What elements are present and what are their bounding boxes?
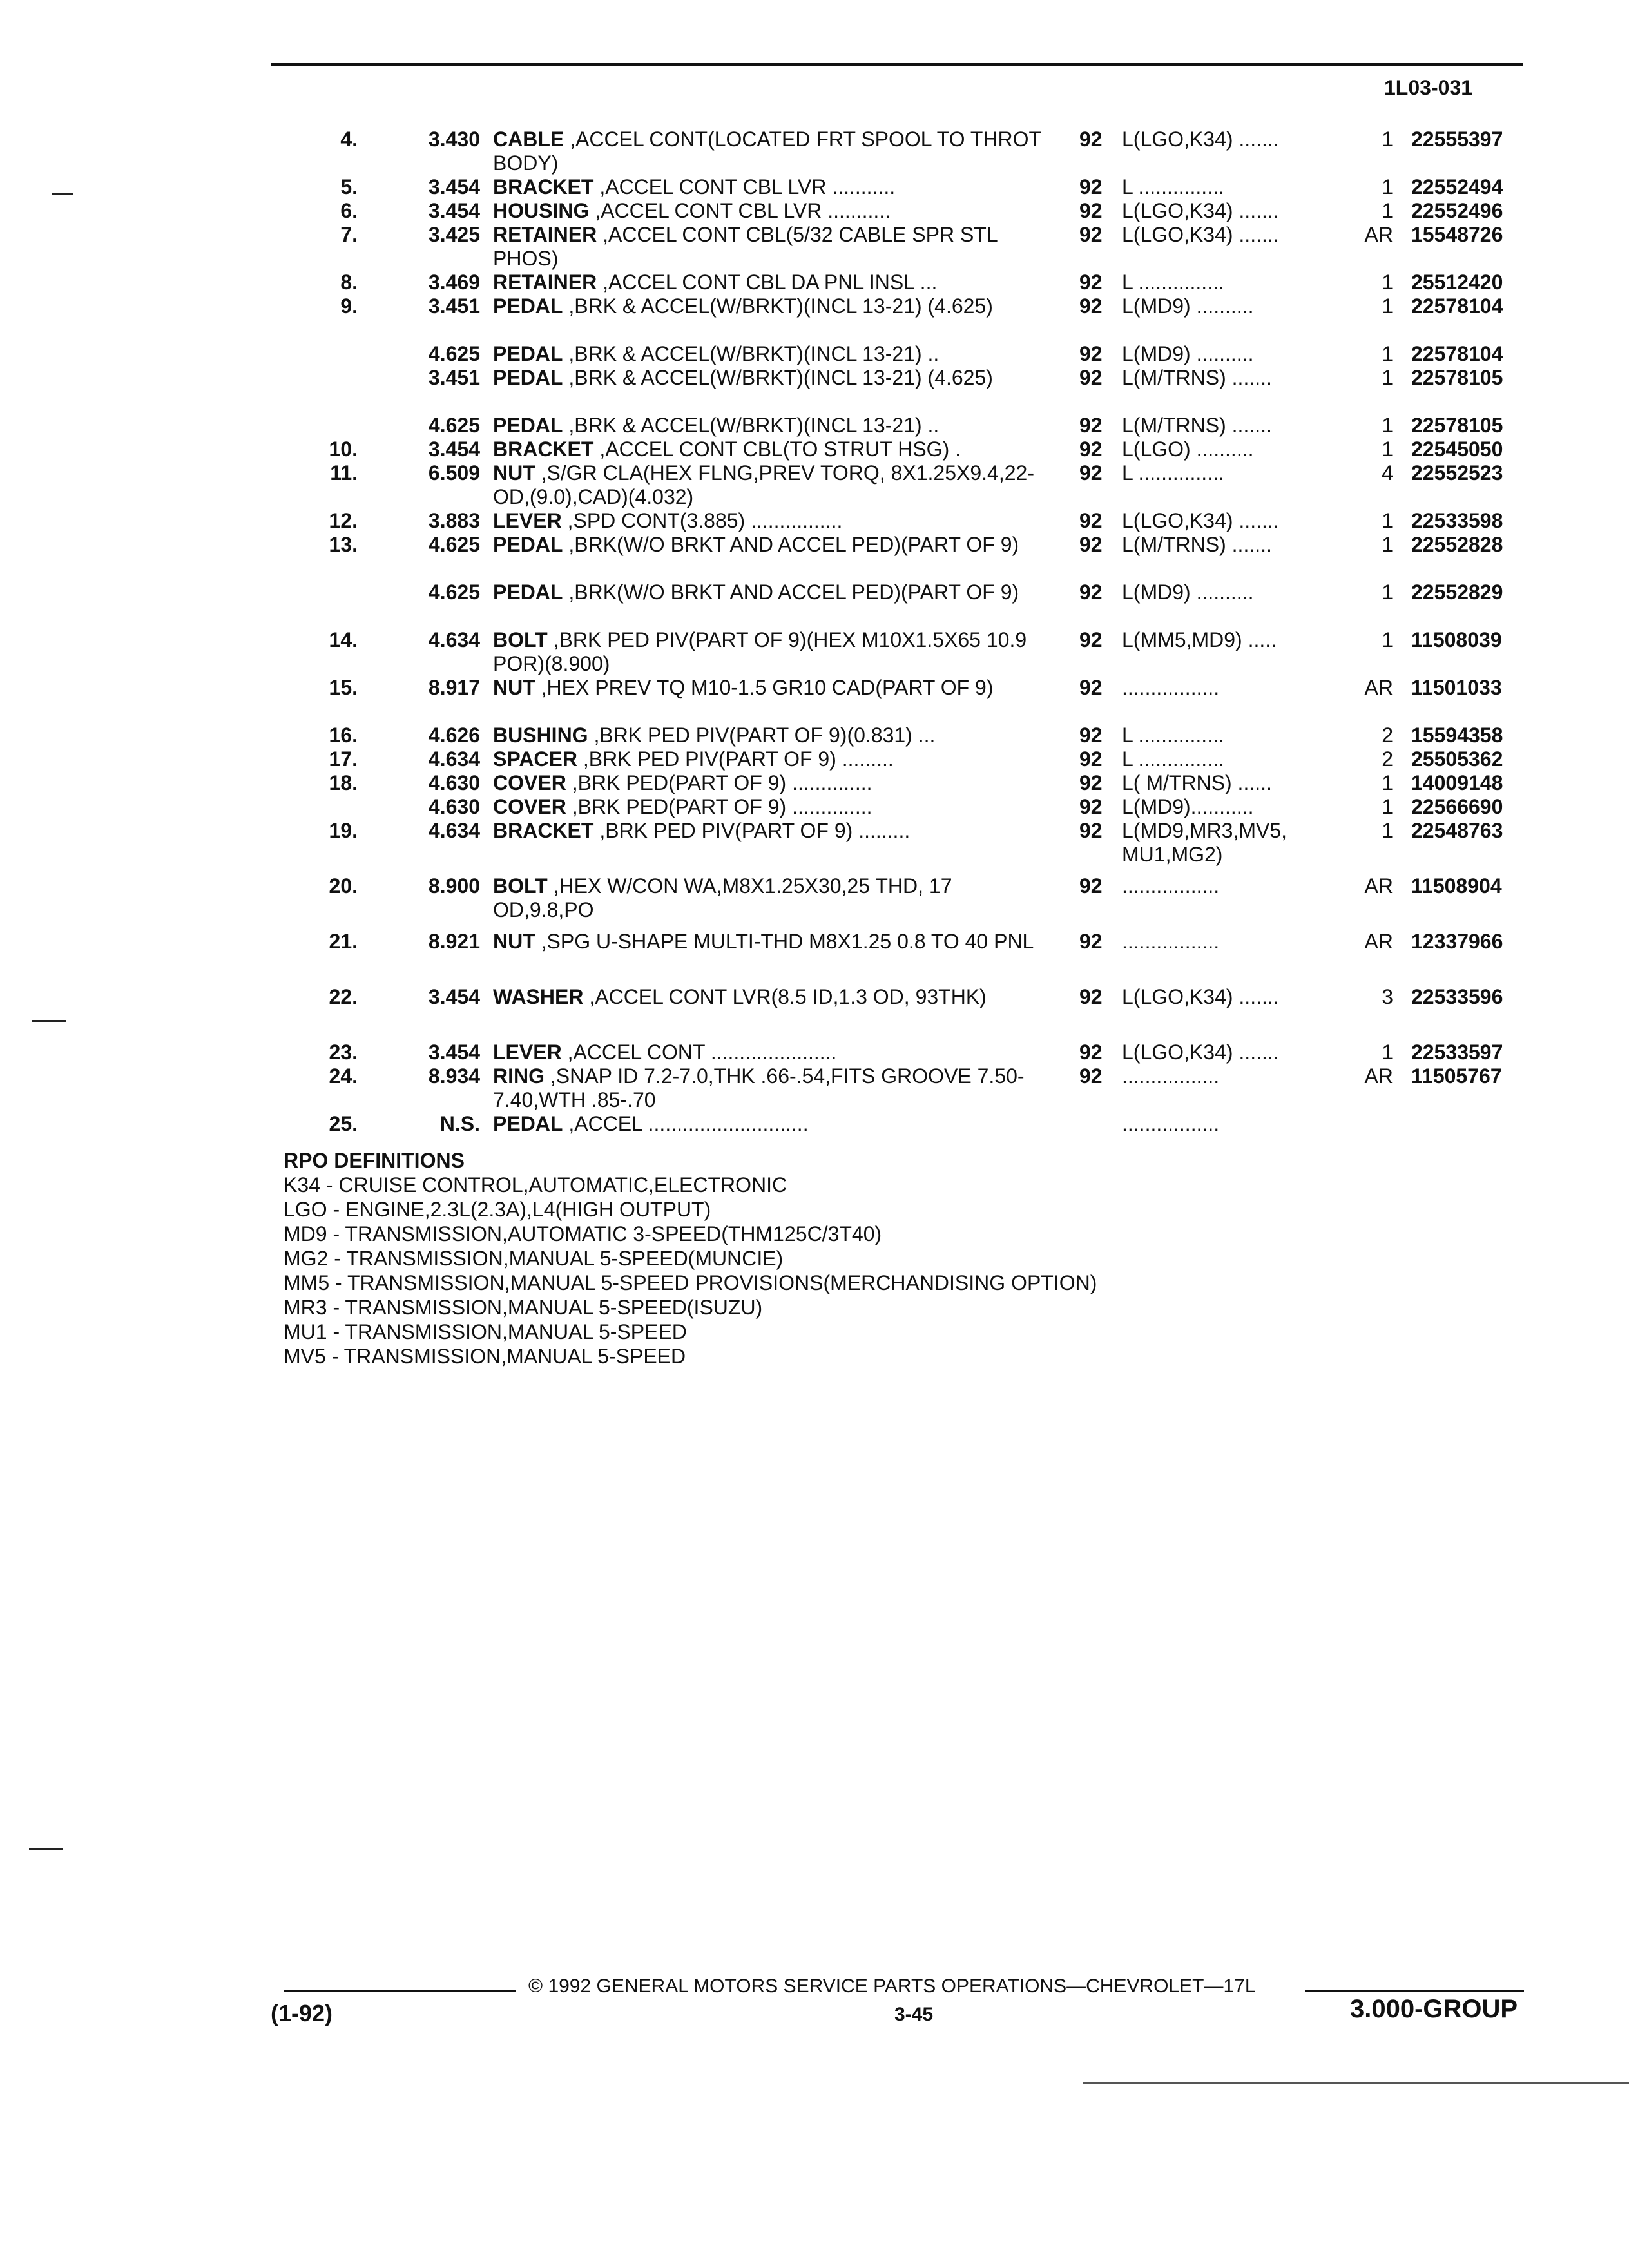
usage-code: L(MD9) .......... xyxy=(1122,342,1254,365)
group-label: 3.000-GROUP xyxy=(1350,1995,1518,2023)
table-row xyxy=(0,581,1629,628)
table-row xyxy=(0,461,1629,509)
part-number: 22555397 xyxy=(1411,128,1503,151)
table-row xyxy=(0,747,1629,771)
table-row xyxy=(0,294,1629,342)
part-number: 22545050 xyxy=(1411,437,1503,461)
part-number: 22533596 xyxy=(1411,985,1503,1008)
model-year: 92 xyxy=(1079,874,1103,898)
part-detail: ,ACCEL CONT ...................... xyxy=(561,1041,837,1064)
part-number: 22578104 xyxy=(1411,342,1503,365)
key-number: 8. xyxy=(340,271,358,294)
group-number: 3.454 xyxy=(428,175,480,198)
part-number: 22578105 xyxy=(1411,366,1503,389)
quantity: 1 xyxy=(1382,771,1393,794)
part-detail: ,BRK & ACCEL(W/BRKT)(INCL 13-21) (4.625) xyxy=(563,366,993,389)
table-row xyxy=(0,414,1629,437)
part-detail: ,BRK(W/O BRKT AND ACCEL PED)(PART OF 9) xyxy=(563,533,1019,556)
quantity: 4 xyxy=(1382,461,1393,485)
part-name: PEDAL xyxy=(493,366,563,389)
table-row xyxy=(0,128,1629,175)
part-name: PEDAL xyxy=(493,414,563,437)
part-name: NUT xyxy=(493,930,535,953)
part-detail: ,S/GR CLA(HEX FLNG,PREV TORQ, 8X1.25X9.4,22-OD,(9.0),CAD)(4.032) xyxy=(493,461,1034,508)
model-year: 92 xyxy=(1079,985,1103,1008)
part-number: 11508039 xyxy=(1411,628,1502,651)
usage-code: L(MM5,MD9) ..... xyxy=(1122,628,1277,651)
usage-code: L ............... xyxy=(1122,724,1224,747)
part-name: BRACKET xyxy=(493,175,594,198)
part-detail: ,ACCEL CONT CBL(TO STRUT HSG) . xyxy=(593,437,961,461)
part-description xyxy=(493,1112,1054,1136)
key-number: 19. xyxy=(329,819,358,842)
part-number: 11501033 xyxy=(1411,676,1502,699)
part-detail: ,ACCEL CONT CBL LVR ........... xyxy=(589,199,891,222)
group-number: 3.430 xyxy=(428,128,480,151)
quantity: AR xyxy=(1364,223,1393,246)
usage-code: L(LGO,K34) ....... xyxy=(1122,199,1279,222)
group-number: 3.883 xyxy=(428,509,480,532)
table-row xyxy=(0,223,1629,271)
part-name: CABLE xyxy=(493,128,564,151)
quantity: 1 xyxy=(1382,795,1393,818)
key-number: 25. xyxy=(329,1112,358,1135)
table-row xyxy=(0,342,1629,366)
usage-code: L( M/TRNS) ...... xyxy=(1122,771,1272,794)
part-name: NUT xyxy=(493,676,535,699)
group-number: 3.454 xyxy=(428,985,480,1008)
part-number: 22552829 xyxy=(1411,581,1503,604)
rpo-title: RPO DEFINITIONS xyxy=(284,1149,465,1172)
quantity: 1 xyxy=(1382,628,1393,651)
part-name: HOUSING xyxy=(493,199,590,222)
page-number: 3-45 xyxy=(894,2004,934,2025)
key-number: 5. xyxy=(340,175,358,198)
table-row xyxy=(0,199,1629,223)
quantity: 1 xyxy=(1382,414,1393,437)
part-detail: ,ACCEL CONT CBL DA PNL INSL ... xyxy=(597,271,938,294)
usage-code: L(MD9) .......... xyxy=(1122,294,1254,318)
footer-rule-right xyxy=(1305,1990,1524,1992)
group-number: 4.626 xyxy=(428,724,480,747)
usage-code: L(MD9)........... xyxy=(1122,795,1254,818)
quantity: 1 xyxy=(1382,175,1393,198)
bottom-rule xyxy=(1083,2082,1629,2084)
part-detail: ,BRK(W/O BRKT AND ACCEL PED)(PART OF 9) xyxy=(563,581,1019,604)
quantity: 1 xyxy=(1382,128,1393,151)
model-year: 92 xyxy=(1079,819,1103,842)
group-number: 4.634 xyxy=(428,747,480,771)
table-row xyxy=(0,930,1629,985)
usage-code: L(LGO,K34) ....... xyxy=(1122,1041,1279,1064)
usage-code: L ............... xyxy=(1122,747,1224,771)
key-number: 14. xyxy=(329,628,358,651)
rpo-item: MV5 - TRANSMISSION,MANUAL 5-SPEED xyxy=(284,1345,686,1368)
model-year: 92 xyxy=(1079,1041,1103,1064)
part-number: 12337966 xyxy=(1411,930,1503,953)
part-name: RING xyxy=(493,1064,545,1088)
quantity: 3 xyxy=(1382,985,1393,1008)
table-row xyxy=(0,1041,1629,1064)
model-year: 92 xyxy=(1079,771,1103,794)
part-detail: ,SPD CONT(3.885) ................ xyxy=(561,509,843,532)
part-number: 22566690 xyxy=(1411,795,1503,818)
rpo-item: MR3 - TRANSMISSION,MANUAL 5-SPEED(ISUZU) xyxy=(284,1296,763,1319)
part-detail: ,BRK PED PIV(PART OF 9)(0.831) ... xyxy=(588,724,936,747)
part-detail: ,ACCEL CONT CBL LVR ........... xyxy=(593,175,896,198)
footer-date: (1-92) xyxy=(271,2000,333,2026)
usage-code: L(LGO,K34) ....... xyxy=(1122,223,1279,246)
part-detail: ,BRK & ACCEL(W/BRKT)(INCL 13-21) (4.625) xyxy=(563,294,993,318)
group-number: 8.900 xyxy=(428,874,480,898)
part-number: 11505767 xyxy=(1411,1064,1502,1088)
quantity: AR xyxy=(1364,1064,1393,1088)
group-number: 3.454 xyxy=(428,1041,480,1064)
table-row xyxy=(0,676,1629,724)
quantity: 1 xyxy=(1382,366,1393,389)
usage-code: L ............... xyxy=(1122,461,1224,485)
part-number: 14009148 xyxy=(1411,771,1503,794)
part-detail: ,ACCEL ............................ xyxy=(563,1112,809,1135)
key-number: 15. xyxy=(329,676,358,699)
table-row xyxy=(0,509,1629,533)
table-row xyxy=(0,628,1629,676)
part-detail: ,ACCEL CONT CBL(5/32 CABLE SPR STL PHOS) xyxy=(493,223,998,270)
part-number: 22533597 xyxy=(1411,1041,1503,1064)
usage-code: L(M/TRNS) ....... xyxy=(1122,533,1272,556)
key-number: 18. xyxy=(329,771,358,794)
part-number: 22548763 xyxy=(1411,819,1503,842)
part-name: PEDAL xyxy=(493,581,563,604)
group-number: 6.509 xyxy=(428,461,480,485)
part-detail: ,SPG U-SHAPE MULTI-THD M8X1.25 0.8 TO 40 PNL xyxy=(535,930,1034,953)
part-number: 25512420 xyxy=(1411,271,1503,294)
key-number: 7. xyxy=(340,223,358,246)
rpo-item: K34 - CRUISE CONTROL,AUTOMATIC,ELECTRONIC xyxy=(284,1173,787,1196)
table-row xyxy=(0,1112,1629,1144)
part-name: COVER xyxy=(493,795,566,818)
model-year: 92 xyxy=(1079,509,1103,532)
rpo-item: LGO - ENGINE,2.3L(2.3A),L4(HIGH OUTPUT) xyxy=(284,1198,711,1221)
usage-code: L(MD9) .......... xyxy=(1122,581,1254,604)
quantity: 1 xyxy=(1382,342,1393,365)
rpo-item: MG2 - TRANSMISSION,MANUAL 5-SPEED(MUNCIE) xyxy=(284,1247,784,1270)
part-detail: ,SNAP ID 7.2-7.0,THK .66-.54,FITS GROOVE 7.50-7.40,WTH .85-.70 xyxy=(493,1064,1025,1111)
quantity: AR xyxy=(1364,930,1393,953)
model-year: 92 xyxy=(1079,1064,1103,1088)
group-number: N.S. xyxy=(439,1112,480,1135)
usage-code: L(LGO) .......... xyxy=(1122,437,1254,461)
group-number: 4.634 xyxy=(428,628,480,651)
table-row xyxy=(0,1064,1629,1112)
part-number: 22552523 xyxy=(1411,461,1503,485)
part-detail: ,HEX PREV TQ M10-1.5 GR10 CAD(PART OF 9) xyxy=(535,676,994,699)
usage-code: ................. xyxy=(1122,1064,1220,1088)
part-detail: ,BRK & ACCEL(W/BRKT)(INCL 13-21) .. xyxy=(563,342,940,365)
model-year: 92 xyxy=(1079,747,1103,771)
key-number: 11. xyxy=(330,461,358,485)
part-name: LEVER xyxy=(493,1041,562,1064)
usage-code: L(LGO,K34) ....... xyxy=(1122,128,1279,151)
key-number: 9. xyxy=(340,294,358,318)
part-detail: ,BRK PED(PART OF 9) .............. xyxy=(566,771,872,794)
key-number: 24. xyxy=(329,1064,358,1088)
key-number: 23. xyxy=(329,1041,358,1064)
part-name: WASHER xyxy=(493,985,584,1008)
model-year: 92 xyxy=(1079,271,1103,294)
quantity: 1 xyxy=(1382,509,1393,532)
usage-code: L(MD9,MR3,MV5, MU1,MG2) xyxy=(1122,819,1287,866)
key-number: 13. xyxy=(329,533,358,556)
quantity: 1 xyxy=(1382,294,1393,318)
group-number: 3.425 xyxy=(428,223,480,246)
table-row xyxy=(0,366,1629,414)
parts-list xyxy=(0,128,1629,1144)
top-rule xyxy=(271,63,1523,66)
part-detail: ,ACCEL CONT(LOCATED FRT SPOOL TO THROT BODY) xyxy=(493,128,1041,175)
part-name: BUSHING xyxy=(493,724,588,747)
part-name: PEDAL xyxy=(493,342,563,365)
group-number: 8.934 xyxy=(428,1064,480,1088)
part-number: 22578105 xyxy=(1411,414,1503,437)
quantity: 1 xyxy=(1382,199,1393,222)
part-number: 22552828 xyxy=(1411,533,1503,556)
group-number: 4.630 xyxy=(428,795,480,818)
model-year: 92 xyxy=(1079,199,1103,222)
quantity: 2 xyxy=(1382,747,1393,771)
part-number: 15594358 xyxy=(1411,724,1503,747)
key-number: 6. xyxy=(340,199,358,222)
part-name: PEDAL xyxy=(493,533,563,556)
key-number: 20. xyxy=(329,874,358,898)
part-name: NUT xyxy=(493,461,535,485)
rpo-list xyxy=(284,1173,1097,1369)
part-number: 25505362 xyxy=(1411,747,1503,771)
group-number: 3.469 xyxy=(428,271,480,294)
usage-code: ................. xyxy=(1122,874,1220,898)
model-year: 92 xyxy=(1079,175,1103,198)
model-year: 92 xyxy=(1079,294,1103,318)
part-name: PEDAL xyxy=(493,1112,563,1135)
part-name: BOLT xyxy=(493,874,548,898)
model-year: 92 xyxy=(1079,128,1103,151)
quantity: 1 xyxy=(1382,271,1393,294)
usage-code: L(LGO,K34) ....... xyxy=(1122,985,1279,1008)
part-number: 22552496 xyxy=(1411,199,1503,222)
part-detail: ,BRK & ACCEL(W/BRKT)(INCL 13-21) .. xyxy=(563,414,940,437)
group-number: 4.634 xyxy=(428,819,480,842)
part-name: RETAINER xyxy=(493,223,597,246)
table-row xyxy=(0,437,1629,461)
part-name: BRACKET xyxy=(493,437,594,461)
table-row xyxy=(0,819,1629,874)
part-detail: ,BRK PED PIV(PART OF 9) ......... xyxy=(577,747,894,771)
footer-rule-left xyxy=(284,1990,516,1992)
part-detail: ,ACCEL CONT LVR(8.5 ID,1.3 OD, 93THK) xyxy=(583,985,987,1008)
group-number: 4.630 xyxy=(428,771,480,794)
group-number: 3.454 xyxy=(428,199,480,222)
quantity: AR xyxy=(1364,676,1393,699)
quantity: 1 xyxy=(1382,1041,1393,1064)
rpo-item: MM5 - TRANSMISSION,MANUAL 5-SPEED PROVISIONS(MERCHANDISING OPTION) xyxy=(284,1271,1097,1294)
part-detail: ,BRK PED(PART OF 9) .............. xyxy=(566,795,872,818)
key-number: 4. xyxy=(340,128,358,151)
usage-code: L(LGO,K34) ....... xyxy=(1122,509,1279,532)
group-number: 3.451 xyxy=(428,294,480,318)
footer-copyright: © 1992 GENERAL MOTORS SERVICE PARTS OPERATIONS—CHEVROLET—17L xyxy=(528,1975,1256,1997)
quantity: 1 xyxy=(1382,819,1393,842)
document-id: 1L03-031 xyxy=(1384,76,1472,99)
group-number: 4.625 xyxy=(428,414,480,437)
quantity: AR xyxy=(1364,874,1393,898)
usage-code: ................. xyxy=(1122,930,1220,953)
part-name: PEDAL xyxy=(493,294,563,318)
part-number: 22578104 xyxy=(1411,294,1503,318)
key-number: 17. xyxy=(329,747,358,771)
rpo-item: MU1 - TRANSMISSION,MANUAL 5-SPEED xyxy=(284,1320,687,1343)
quantity: 1 xyxy=(1382,437,1393,461)
model-year: 92 xyxy=(1079,581,1103,604)
model-year: 92 xyxy=(1079,414,1103,437)
group-number: 8.921 xyxy=(428,930,480,953)
group-number: 3.454 xyxy=(428,437,480,461)
table-row xyxy=(0,533,1629,581)
usage-code: L ............... xyxy=(1122,271,1224,294)
key-number: 16. xyxy=(329,724,358,747)
table-row xyxy=(0,985,1629,1041)
model-year: 92 xyxy=(1079,342,1103,365)
part-detail: ,BRK PED PIV(PART OF 9) ......... xyxy=(593,819,911,842)
key-number: 10. xyxy=(329,437,358,461)
part-detail: ,HEX W/CON WA,M8X1.25X30,25 THD, 17 OD,9.8,PO xyxy=(493,874,952,921)
part-number: 15548726 xyxy=(1411,223,1503,246)
part-number: 22552494 xyxy=(1411,175,1503,198)
model-year: 92 xyxy=(1079,930,1103,953)
part-name: BRACKET xyxy=(493,819,594,842)
group-number: 4.625 xyxy=(428,342,480,365)
usage-code: L(M/TRNS) ....... xyxy=(1122,366,1272,389)
table-row xyxy=(0,771,1629,795)
group-number: 4.625 xyxy=(428,581,480,604)
model-year: 92 xyxy=(1079,223,1103,246)
table-row xyxy=(0,271,1629,294)
usage-code: ................. xyxy=(1122,676,1220,699)
part-name: RETAINER xyxy=(493,271,597,294)
rpo-item: MD9 - TRANSMISSION,AUTOMATIC 3-SPEED(THM125C/3T40) xyxy=(284,1222,882,1245)
part-number: 22533598 xyxy=(1411,509,1503,532)
table-row xyxy=(0,874,1629,930)
model-year: 92 xyxy=(1079,461,1103,485)
quantity: 2 xyxy=(1382,724,1393,747)
key-number: 21. xyxy=(329,930,358,953)
group-number: 8.917 xyxy=(428,676,480,699)
model-year: 92 xyxy=(1079,533,1103,556)
margin-mark xyxy=(29,1848,63,1850)
key-number: 12. xyxy=(329,509,358,532)
usage-code: L(M/TRNS) ....... xyxy=(1122,414,1272,437)
table-row xyxy=(0,724,1629,747)
part-number: 11508904 xyxy=(1411,874,1502,898)
quantity: 1 xyxy=(1382,581,1393,604)
table-row xyxy=(0,795,1629,819)
table-row xyxy=(0,175,1629,199)
part-name: COVER xyxy=(493,771,566,794)
part-name: BOLT xyxy=(493,628,548,651)
key-number: 22. xyxy=(329,985,358,1008)
model-year: 92 xyxy=(1079,676,1103,699)
group-number: 4.625 xyxy=(428,533,480,556)
group-number: 3.451 xyxy=(428,366,480,389)
model-year: 92 xyxy=(1079,628,1103,651)
usage-code: L ............... xyxy=(1122,175,1224,198)
quantity: 1 xyxy=(1382,533,1393,556)
model-year: 92 xyxy=(1079,437,1103,461)
model-year: 92 xyxy=(1079,366,1103,389)
model-year: 92 xyxy=(1079,724,1103,747)
model-year: 92 xyxy=(1079,795,1103,818)
part-name: LEVER xyxy=(493,509,562,532)
rpo-definitions xyxy=(284,1148,1097,1369)
part-name: SPACER xyxy=(493,747,577,771)
usage-code: ................. xyxy=(1122,1112,1220,1135)
part-detail: ,BRK PED PIV(PART OF 9)(HEX M10X1.5X65 10.9 POR)(8.900) xyxy=(493,628,1027,675)
